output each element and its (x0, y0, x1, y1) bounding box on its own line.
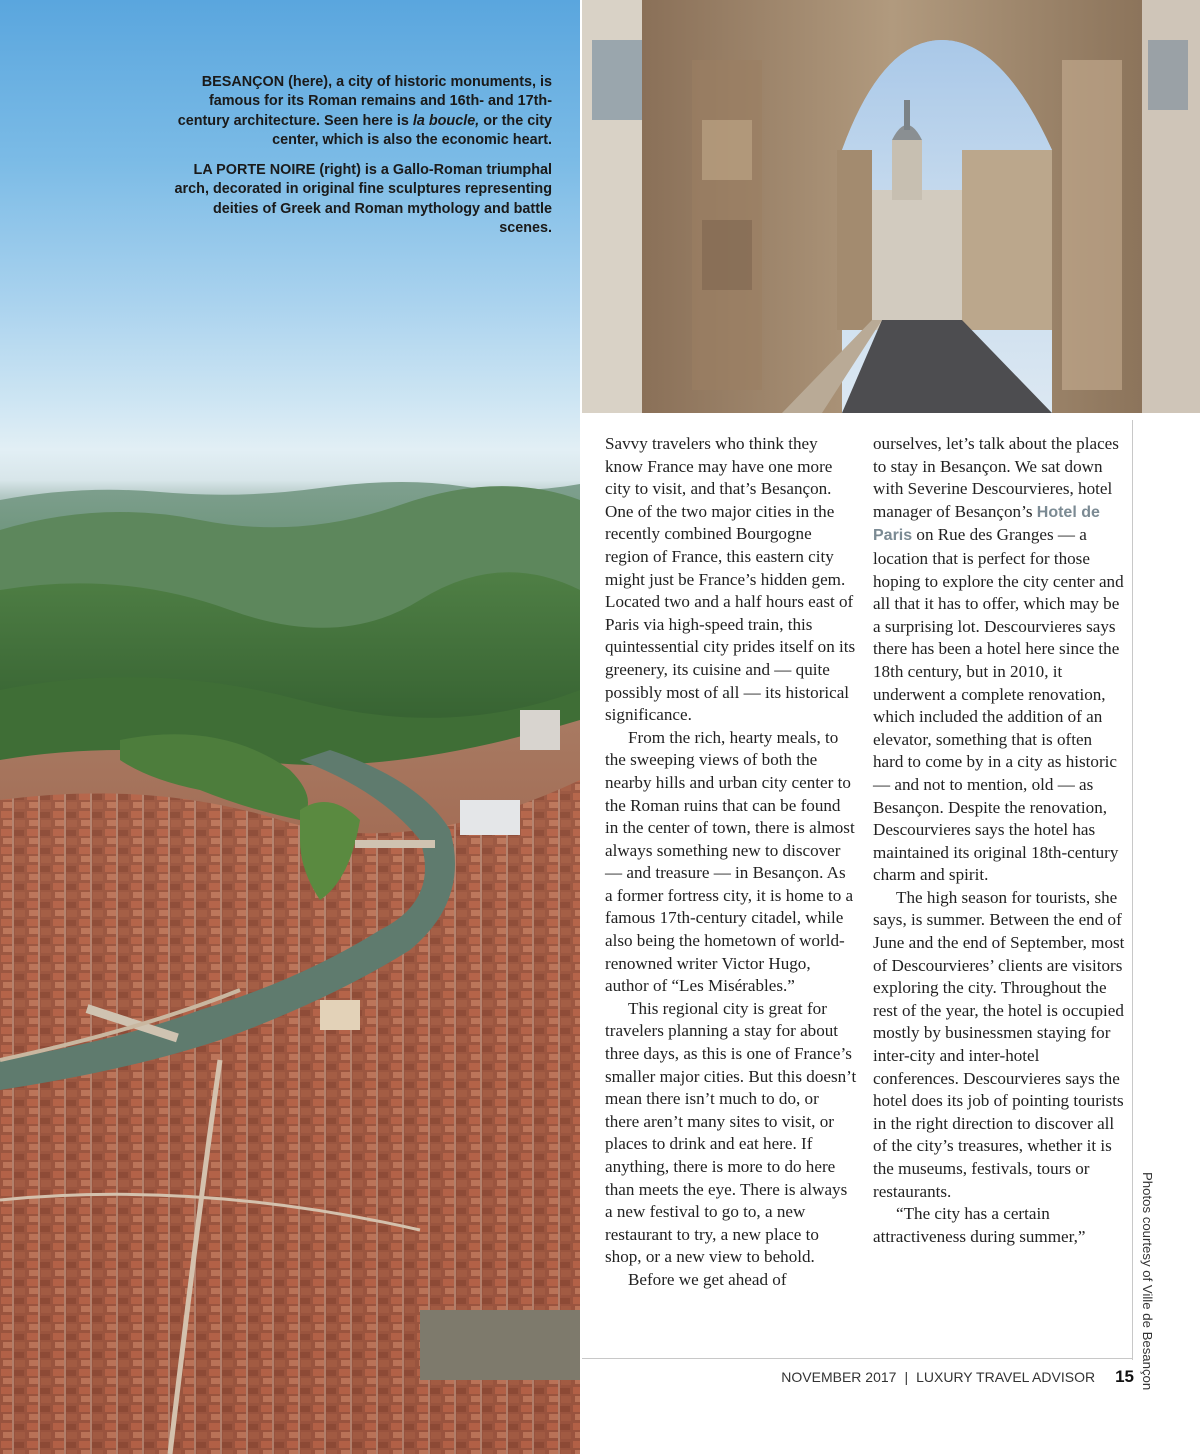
caption-1-text-b: or the city center, which is also the economic heart. (272, 112, 552, 148)
horizontal-divider (582, 1358, 1133, 1359)
caption-1-italic: la boucle, (412, 112, 480, 129)
text-after-hotel: on Rue des Granges — a location that is perfect for those hoping to explore the city center and all that it has to offer, which may be a surprising lot. Descourvieres says there has been a hotel here since the 18th century, but in 2010, it underwent a complete renovation, which included the addition of an elevator, something that is often hard to come by in a city as historic — and not to mention, old — as Besançon. Despite the renovation, Descourvieres says the hotel has maintained its original 18th-century charm and spirit. (873, 525, 1124, 885)
caption-1-prefix: BESANÇON (201, 74, 285, 90)
photo-captions (172, 73, 552, 249)
caption-1-text-a: (here), a city of historic monuments, is famous for its Roman remains and 16th- and 17th-century architecture. Seen here is (177, 74, 552, 129)
footer-separator: | (904, 1369, 909, 1385)
footer-publication: LUXURY TRAVEL ADVISOR (916, 1369, 1096, 1385)
article-column-2 (873, 433, 1125, 1248)
aerial-photo-besancon (0, 0, 580, 1454)
article-column-1 (605, 433, 857, 1292)
article-paragraph: “The city has a certain attractiveness during summer,” (873, 1204, 1086, 1246)
caption-besancon (172, 73, 552, 150)
arch-photo-porte-noire (582, 0, 1200, 413)
article-paragraph: This regional city is great for travelers planning a stay for about three days, as this is one of France’s smaller major cities. But this doesn’t mean there isn’t much to do, or there aren’t many sites to visit, or places to drink and eat here. If anything, there is more to do here than meets the eye. There is always a new festival to go to, a new restaurant to try, a new place to shop, or a new view to behold. (605, 998, 857, 1267)
text-before-hotel: ourselves, let’s talk about the places to stay in Besançon. We sat down with Severine Descourvieres, hotel manager of Besançon’s (873, 434, 1119, 521)
vertical-divider (1132, 420, 1133, 1360)
footer-issue: NOVEMBER 2017 (781, 1369, 897, 1385)
caption-porte-noire (172, 161, 552, 238)
photo-credit-text: Photos courtesy of Ville de Besançon (1140, 1172, 1155, 1391)
caption-2-text: (right) is a Gallo-Roman triumphal arch, decorated in original fine sculptures representing deities of Greek and Roman mythology and battle scenes. (174, 162, 552, 237)
arch-photo-illustration (582, 0, 1200, 413)
article-paragraph: The high season for tourists, she says, is summer. Between the end of June and the end of September, most of Descourvieres’ clients are visitors exploring the city. Throughout the rest of the year, the hotel is occupied mostly by businessmen staying for inter-city and inter-hotel conferences. Descourvieres says the hotel does its job of pointing tourists in the right direction to discover all of the city’s treasures, whether it is the museums, festivals, tours or restaurants. (873, 887, 1125, 1201)
page-number: 15 (1115, 1367, 1134, 1386)
article-paragraph: Before we get ahead of (628, 1269, 787, 1289)
hotel-name-highlight: Hotel de Paris (873, 503, 1100, 545)
page-footer (781, 1367, 1134, 1387)
caption-2-prefix: LA PORTE NOIRE (193, 162, 316, 179)
photo-credit (1140, 1172, 1155, 1390)
article-paragraph-hotel (873, 433, 1125, 887)
article-paragraph: Savvy travelers who think they know France may have one more city to visit, and that’s Besançon. One of the two major cities in the recently combined Bourgogne region of France, this eastern city might just be France’s hidden gem. Located two and a half hours east of Paris via high-speed train, this quintessential city prides itself on its greenery, its cuisine and — quite possibly most of all — its historical significance. (605, 434, 856, 725)
article-paragraph: From the rich, hearty meals, to the sweeping views of both the nearby hills and urban city center to the Roman ruins that can be found in the center of town, there is almost always something new to discover — and treasure — in Besançon. As a former fortress city, it is home to a famous 17th-century citadel, while also being the hometown of world-renowned writer Victor Hugo, author of “Les Misérables.” (605, 727, 855, 996)
